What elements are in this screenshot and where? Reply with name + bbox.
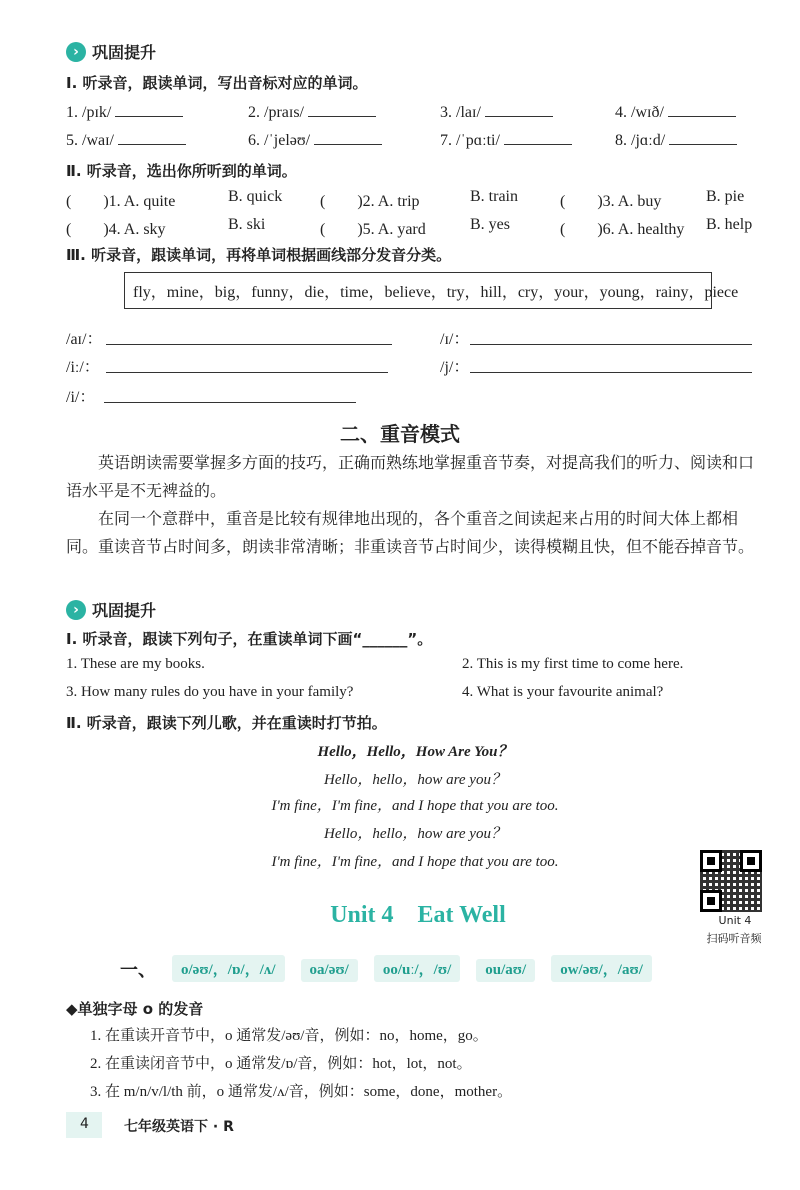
answer-blank[interactable] [308, 102, 376, 117]
song-line-2: I'm fine，I'm fine，and I hope that you are too. [271, 798, 559, 814]
phonics-pill-row [172, 955, 664, 982]
q2-item-5[interactable]: ( )5. A. yard [320, 221, 426, 238]
subhead-letter-o: ◆单独字母 o 的发音 [66, 1000, 204, 1018]
answer-blank[interactable] [669, 130, 737, 145]
q2-item-2[interactable]: ( )2. A. trip [320, 193, 420, 210]
stress-q2-title: Ⅱ. 听录音，跟读下列儿歌，并在重读时打节拍。 [66, 714, 387, 732]
pill-ow: ow/əʊ/，/aʊ/ [551, 955, 652, 982]
answer-line[interactable] [104, 402, 356, 403]
qr-caption-scan: 扫码听音频 [706, 932, 762, 945]
q2-item-1[interactable]: ( )1. A. quite [66, 193, 176, 210]
badge-consolidate-1: › 巩固提升 [66, 40, 156, 63]
paragraph-2: 在同一个意群中，重音是比较有规律地出现的，各个重音之间读起来占用的时间大体上都相同。重读音节占时间多，朗读非常清晰；非重读音节占时间少，读得模糊且快，但不能吞掉音节。 [66, 511, 755, 556]
q2-item-4-b: B. ski [228, 216, 266, 233]
answer-line[interactable] [470, 344, 752, 345]
q3-title: Ⅲ. 听录音，跟读单词，再将单词根据画线部分发音分类。 [66, 246, 452, 264]
class-label-j: /j/： [440, 359, 470, 376]
sentence-2: 2. This is my first time to come here. [462, 656, 684, 672]
q2-item-3-b: B. pie [706, 188, 745, 205]
q1-item-8: 8. /jɑːd/ [615, 130, 737, 150]
class-label-i: /i/： [66, 389, 96, 406]
unit-title: Unit 4 Eat Well [330, 902, 506, 928]
sentence-4: 4. What is your favourite animal? [462, 684, 664, 700]
word-box: fly，mine，big，funny，die，time，believe，try，hill，cry，your，young，rainy，piece [124, 272, 712, 309]
q1-item-6: 6. /ˈjeləʊ/ [248, 130, 382, 150]
q2-item-6[interactable]: ( )6. A. healthy [560, 221, 685, 238]
answer-blank[interactable] [314, 130, 382, 145]
answer-blank[interactable] [115, 102, 183, 117]
sentence-1: 1. These are my books. [66, 656, 205, 672]
q2-item-6-b: B. help [706, 216, 753, 233]
chevron-right-icon: › [66, 600, 86, 620]
q2-item-5-b: B. yes [470, 216, 510, 233]
q2-title: Ⅱ. 听录音，选出你所听到的单词。 [66, 162, 297, 180]
song-line-3: Hello，hello，how are you？ [324, 826, 506, 842]
class-label-i-long: /iː/： [66, 359, 100, 376]
q1-title: Ⅰ. 听录音，跟读单词，写出音标对应的单词。 [66, 74, 368, 92]
rule-2: 2. 在重读闭音节中，o 通常发/ɒ/音，例如：hot，lot，not。 [90, 1056, 472, 1072]
chevron-right-icon: › [66, 42, 86, 62]
pill-o: o/əʊ/，/ɒ/，/ʌ/ [172, 955, 285, 982]
answer-blank[interactable] [118, 130, 186, 145]
song-line-4: I'm fine，I'm fine，and I hope that you are too. [271, 854, 559, 870]
paragraph-1: 英语朗读需要掌握多方面的技巧，正确而熟练地掌握重音节奏，对提高我们的听力、阅读和口语水平是不无裨益的。 [66, 455, 755, 500]
stress-q1-title: Ⅰ. 听录音，跟读下列句子，在重读单词下画“______”。 [66, 630, 433, 648]
qr-corner [740, 850, 762, 872]
song-line-1: Hello，hello，how are you？ [324, 772, 506, 788]
q1-item-1: 1. /pɪk/ [66, 102, 183, 122]
answer-blank[interactable] [485, 102, 553, 117]
answer-line[interactable] [106, 372, 388, 373]
phonics-row-label: 一、 [120, 960, 156, 981]
class-label-ai: /aɪ/： [66, 331, 103, 348]
song-title: Hello，Hello，How Are You？ [317, 744, 513, 760]
q1-item-3: 3. /laɪ/ [440, 102, 553, 122]
answer-line[interactable] [470, 372, 752, 373]
book-title: 七年级英语下 · R [124, 1119, 234, 1135]
answer-blank[interactable] [504, 130, 572, 145]
badge-consolidate-2: › 巩固提升 [66, 598, 156, 621]
q1-item-4: 4. /wɪð/ [615, 102, 736, 122]
pill-oo: oo/uː/，/ʊ/ [374, 955, 460, 982]
sentence-3: 3. How many rules do you have in your family? [66, 684, 354, 700]
q2-item-3[interactable]: ( )3. A. buy [560, 193, 662, 210]
q1-item-5: 5. /waɪ/ [66, 130, 186, 150]
q1-item-7: 7. /ˈpɑːti/ [440, 130, 572, 150]
pill-oa: oa/əʊ/ [301, 959, 358, 982]
qr-corner [700, 850, 722, 872]
q2-item-4[interactable]: ( )4. A. sky [66, 221, 166, 238]
q2-item-1-b: B. quick [228, 188, 283, 205]
rule-1: 1. 在重读开音节中，o 通常发/əʊ/音，例如：no，home，go。 [90, 1028, 488, 1044]
rule-3: 3. 在 m/n/v/l/th 前，o 通常发/ʌ/音，例如：some，done，mother。 [90, 1084, 513, 1100]
qr-caption-unit: Unit 4 [718, 914, 752, 927]
answer-blank[interactable] [668, 102, 736, 117]
pill-ou: ou/aʊ/ [476, 959, 535, 982]
page-number: 4 [80, 1116, 89, 1132]
q2-item-2-b: B. train [470, 188, 518, 205]
class-label-i-short: /ɪ/： [440, 331, 470, 348]
section-heading-stress: 二、重音模式 [340, 422, 460, 446]
answer-line[interactable] [106, 344, 392, 345]
q1-item-2: 2. /praɪs/ [248, 102, 376, 122]
